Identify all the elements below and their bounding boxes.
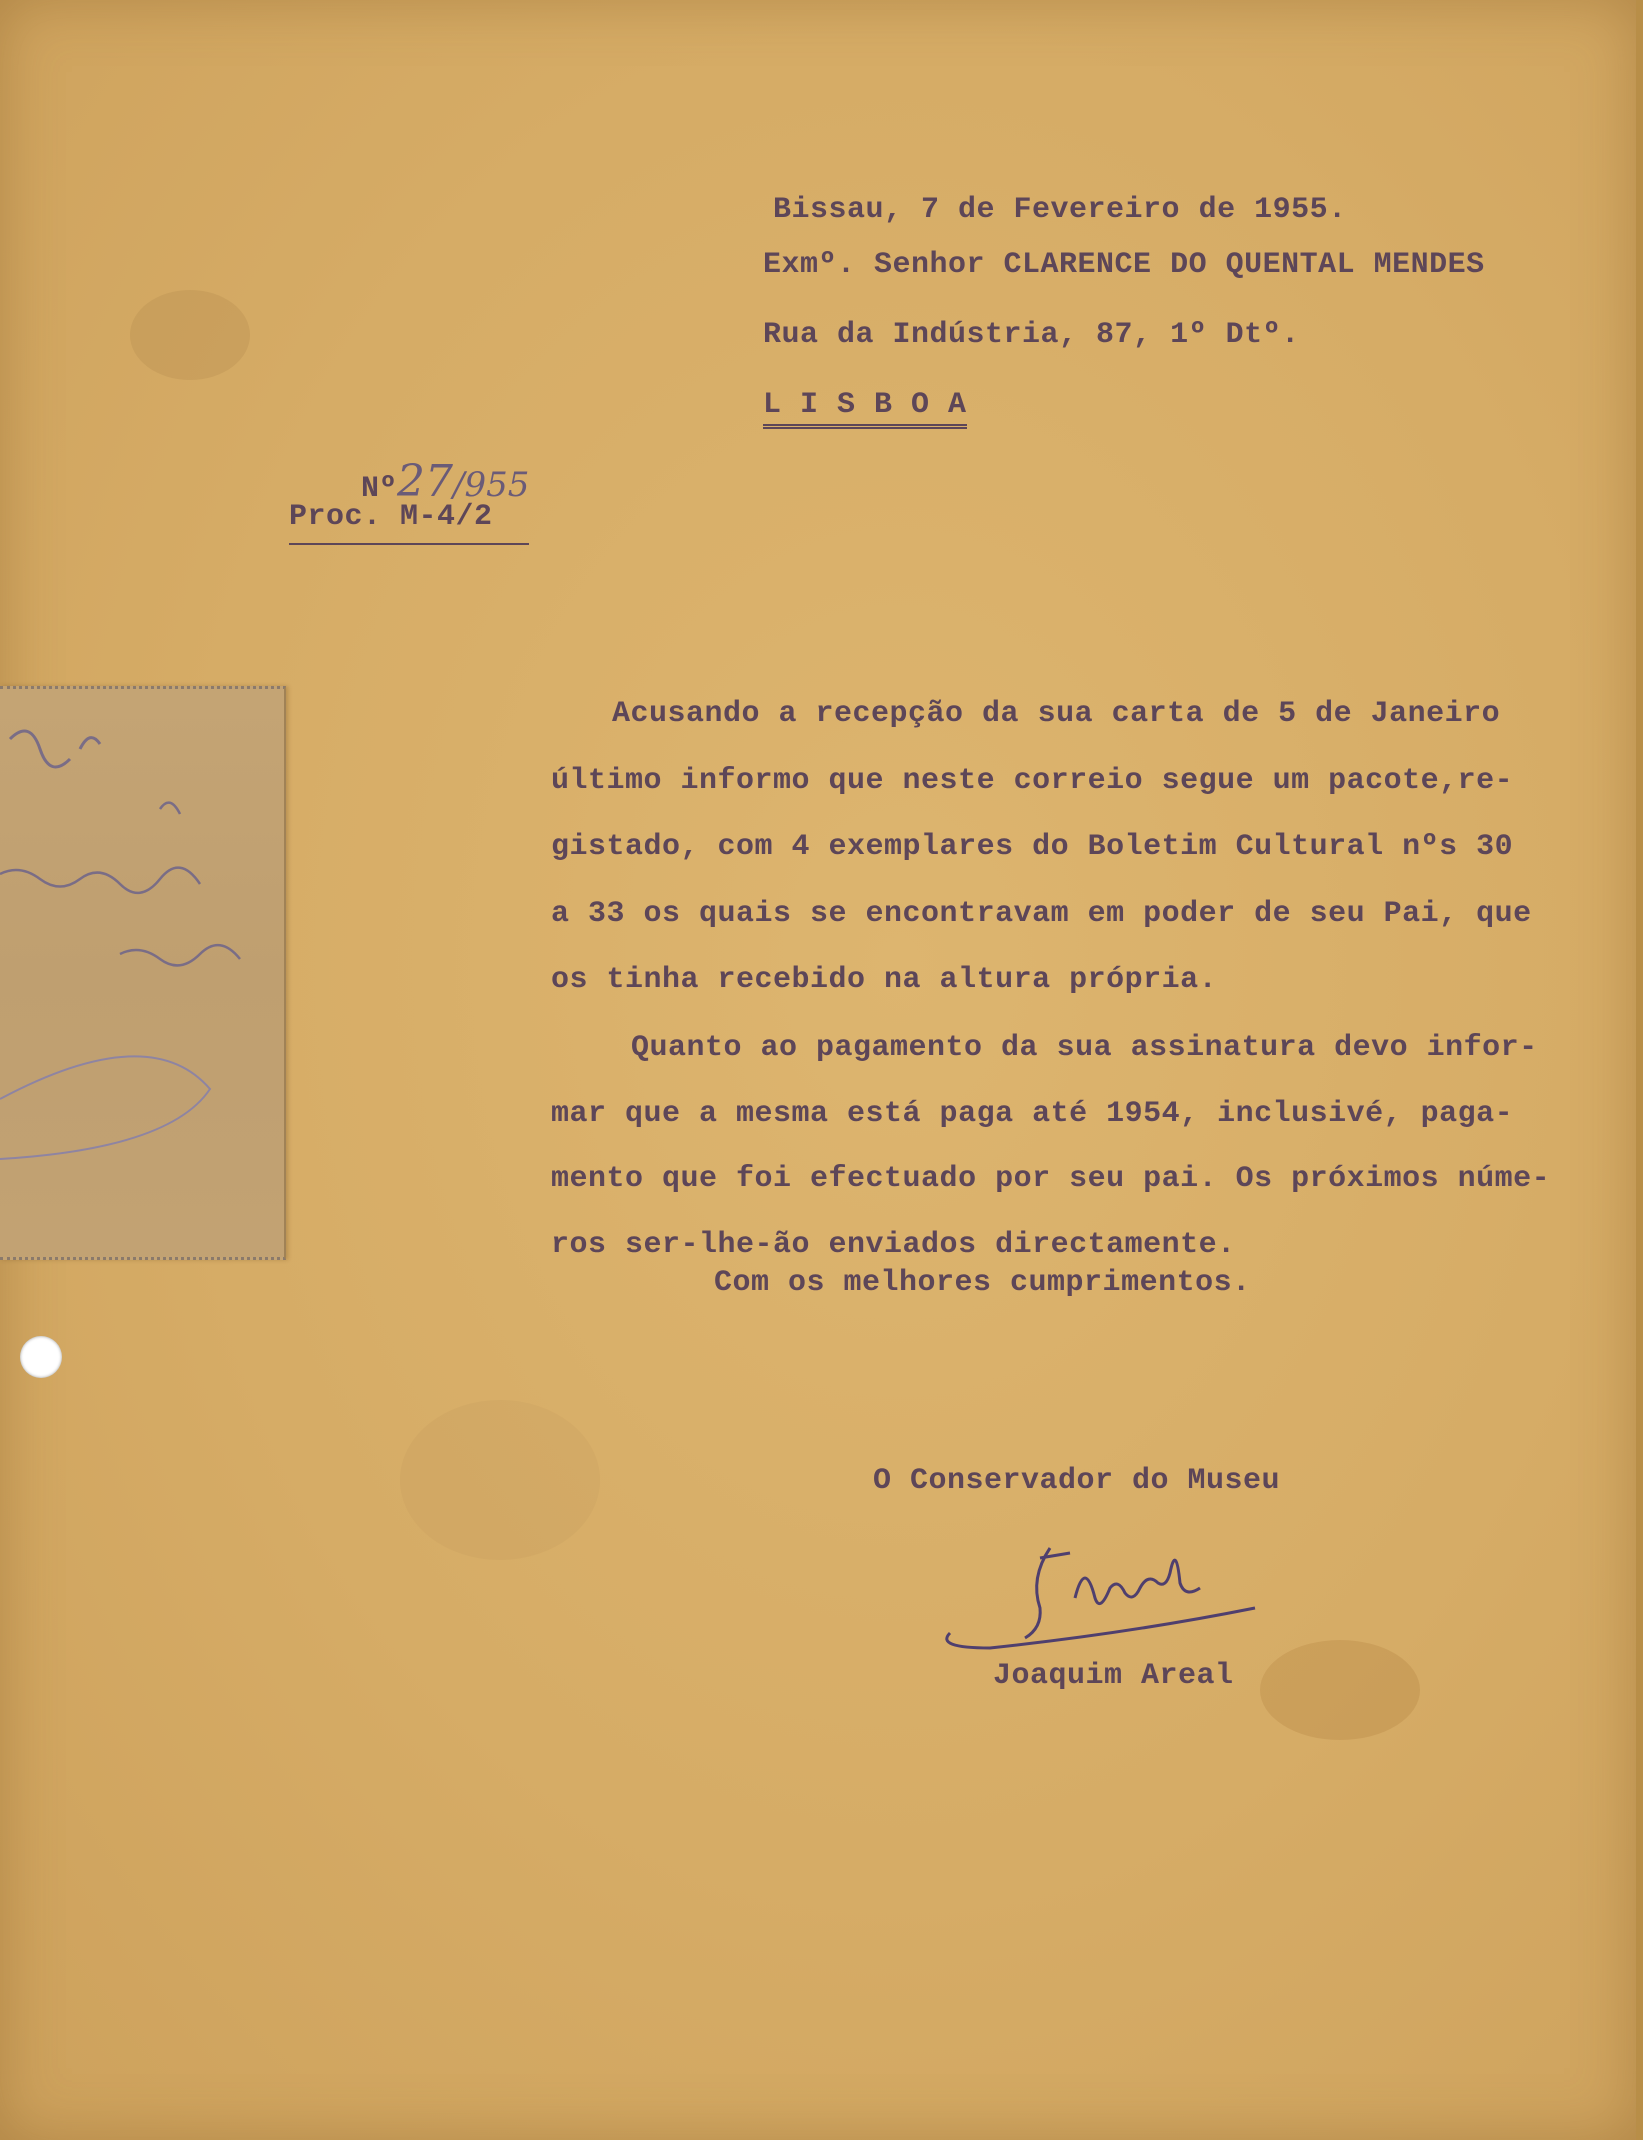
process-reference: Proc. M-4/2: [289, 500, 493, 534]
paper-stain: [130, 290, 250, 380]
slip-handwriting: [0, 689, 284, 1257]
body-line: mar que a mesma está paga até 1954, inclusivé, paga-: [551, 1097, 1514, 1131]
recipient-address: Rua da Indústria, 87, 1º Dtº.: [763, 318, 1300, 352]
reference-number-handwritten: 27: [397, 456, 454, 507]
handwritten-signature: [930, 1538, 1270, 1668]
closing-line: Com os melhores cumprimentos.: [714, 1266, 1251, 1300]
body-line: a 33 os quais se encontravam em poder de seu Pai, que: [551, 897, 1532, 931]
recipient-city: L I S B O A: [763, 388, 967, 429]
attached-slip: [0, 686, 286, 1260]
place-date: Bissau, 7 de Fevereiro de 1955.: [773, 193, 1347, 227]
recipient: Exmº. Senhor CLARENCE DO QUENTAL MENDES: [763, 248, 1485, 282]
signatory-name: Joaquim Areal: [993, 1659, 1234, 1693]
reference-number-year: /955: [453, 465, 530, 505]
punch-hole: [20, 1336, 62, 1378]
body-line: último informo que neste correio segue um pacote,re-: [551, 764, 1514, 798]
body-line: os tinha recebido na altura própria.: [551, 963, 1218, 997]
reference-number-prefix: Nº: [361, 472, 398, 506]
body-line: Acusando a recepção da sua carta de 5 de Janeiro: [612, 697, 1501, 731]
signatory-title: O Conservador do Museu: [873, 1464, 1281, 1498]
body-line: ros ser-lhe-ão enviados directamente.: [551, 1228, 1236, 1262]
body-line: gistado, com 4 exemplares do Boletim Cultural nºs 30: [551, 830, 1514, 864]
paper-stain: [1260, 1640, 1420, 1740]
body-line: Quanto ao pagamento da sua assinatura devo infor-: [631, 1031, 1538, 1065]
paper-stain: [400, 1400, 600, 1560]
body-line: mento que foi efectuado por seu pai. Os próximos núme-: [551, 1162, 1551, 1196]
